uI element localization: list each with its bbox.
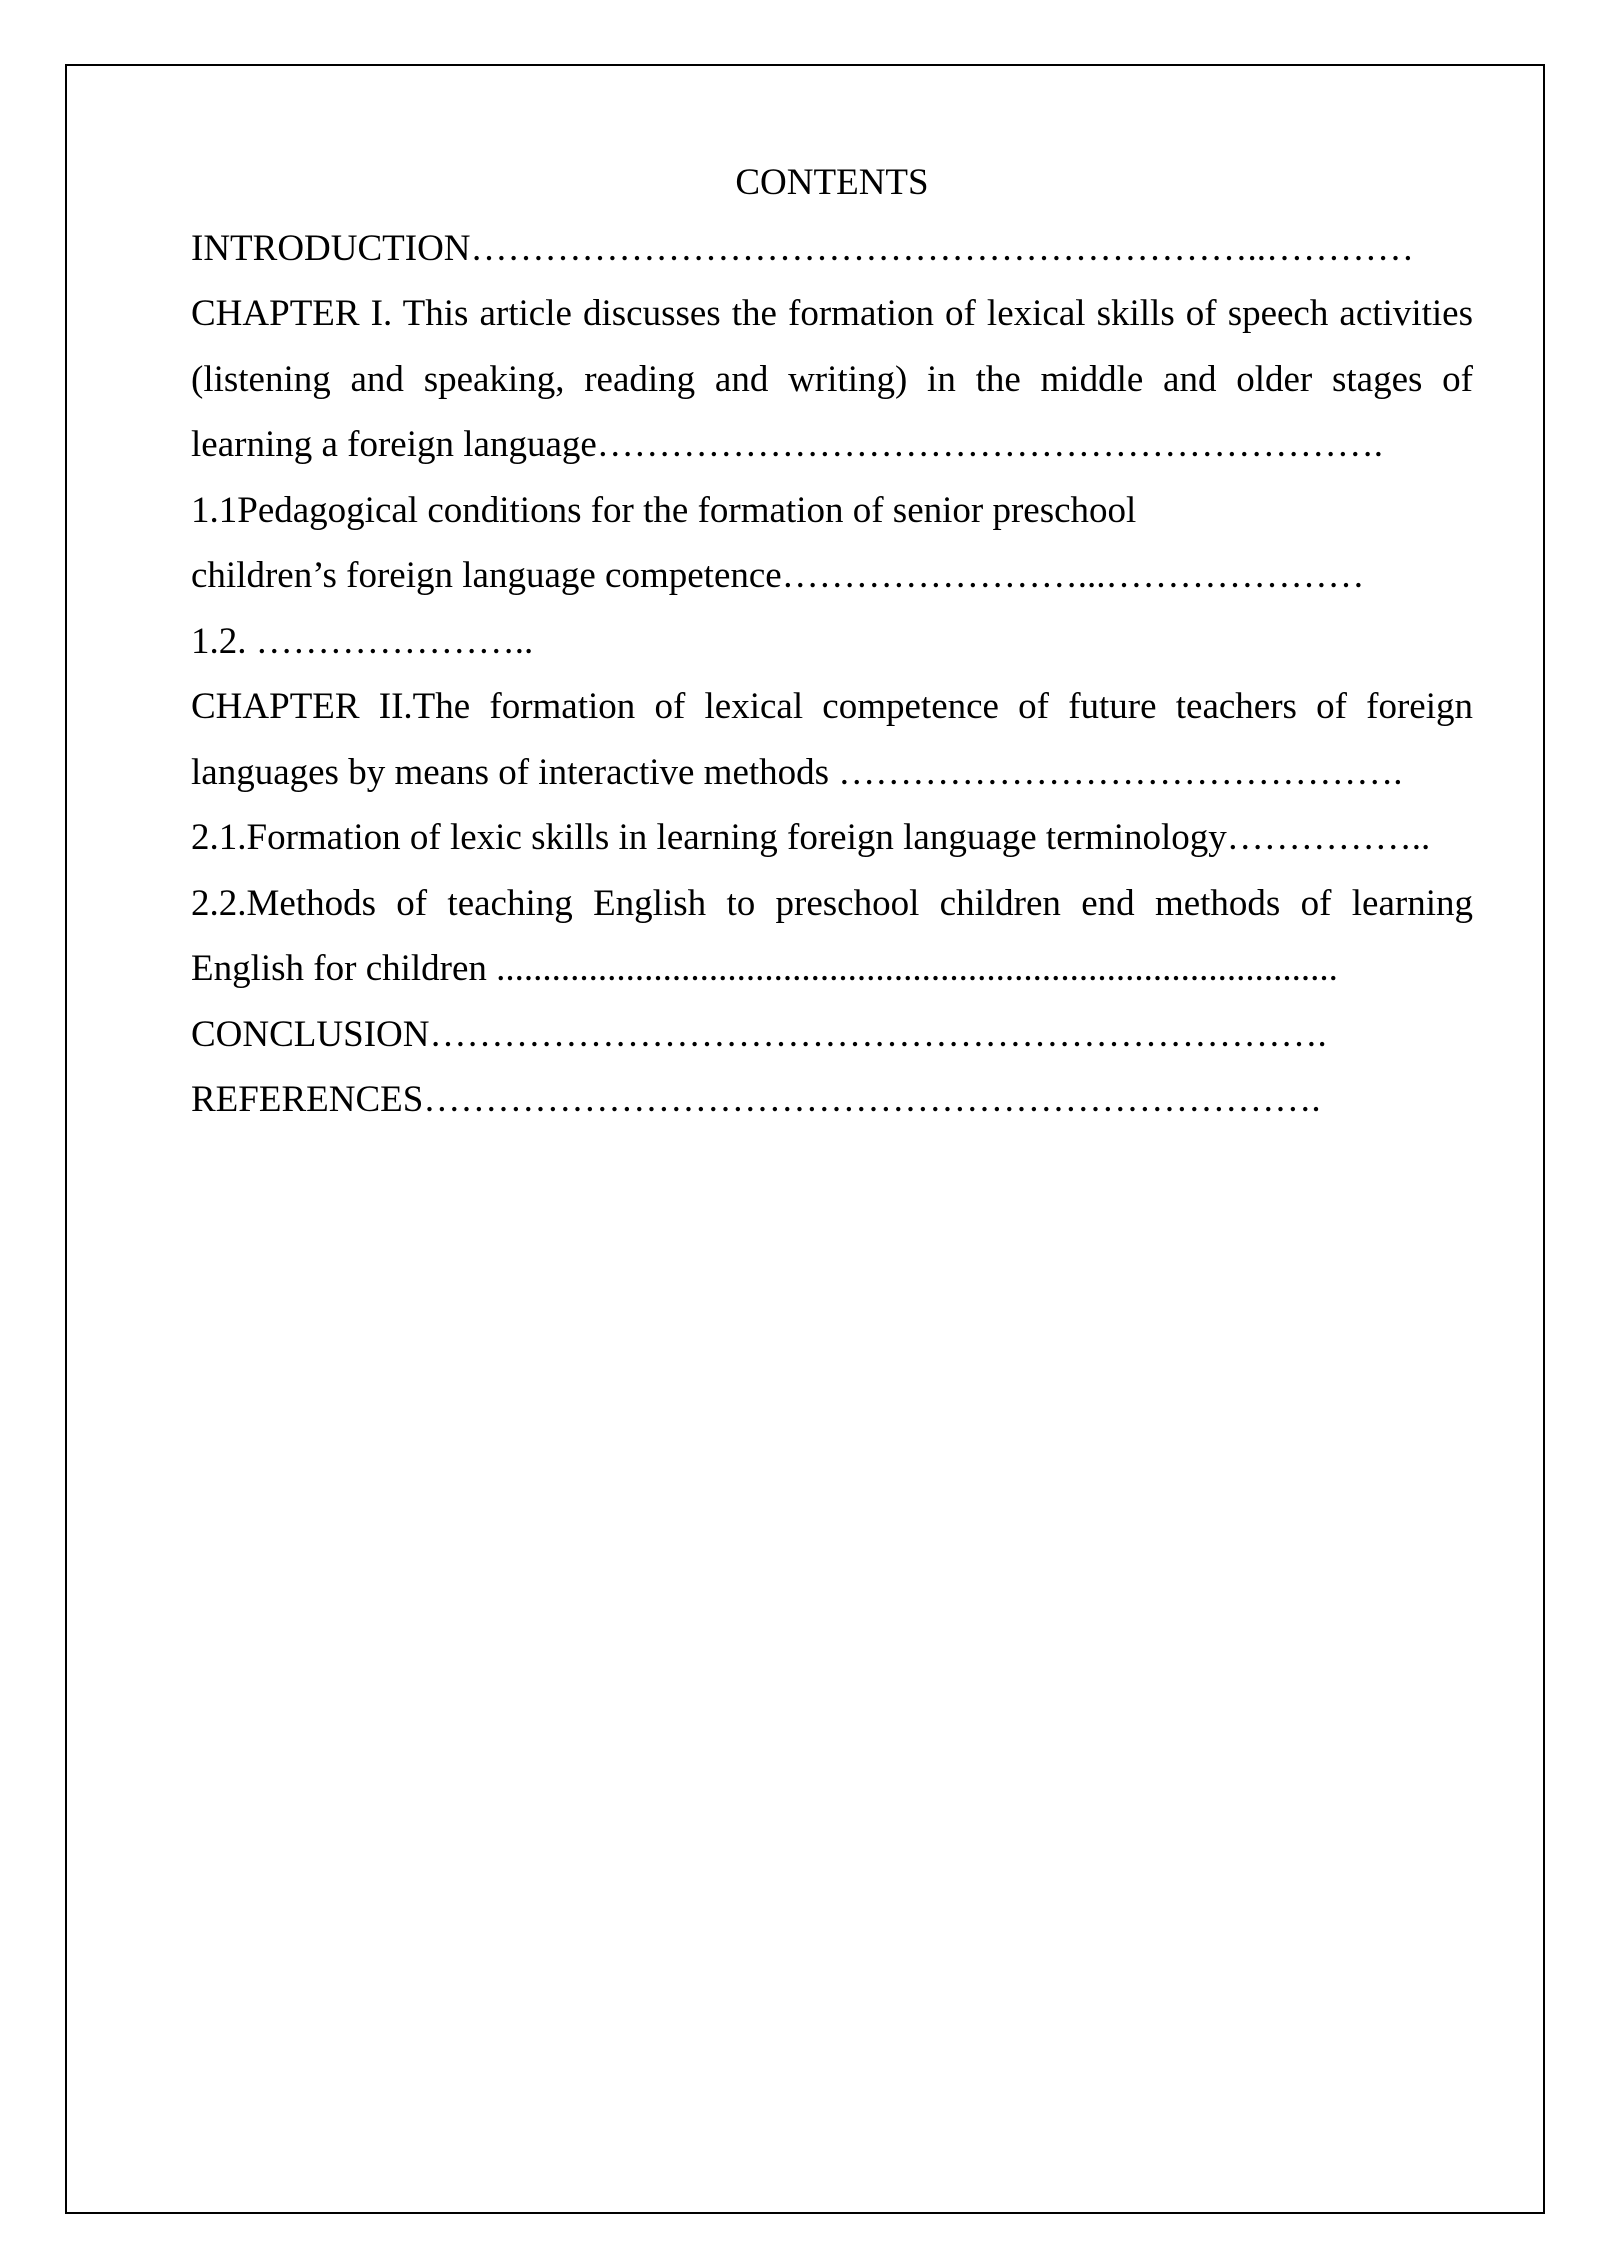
toc-entry-references: REFERENCES………………………………………………………………. xyxy=(191,1079,1321,1120)
contents-heading: CONTENTS xyxy=(735,162,929,203)
toc-entry-section-2-1: 2.1.Formation of lexic skills in learning foreign language terminology…………….. xyxy=(191,817,1431,858)
toc-entry-introduction: INTRODUCTION………………………………………………………..………… xyxy=(191,227,1415,269)
toc-entry-section-2-2: 2.2.Methods of teaching English to preschool children end methods of learning English for children ........................................................................................... xyxy=(191,882,1473,989)
toc-entry-section-1-2: 1.2. ………………….. xyxy=(191,620,534,662)
toc-entry-conclusion: CONCLUSION………………………………………………………………. xyxy=(191,1013,1327,1055)
toc-entry-section-1-1-line-2: children’s foreign language competence……………………...………………… xyxy=(191,555,1365,596)
toc-entry-chapter-1: CHAPTER I. This article discusses the formation of lexical skills of speech activities (listening and speaking, reading and writing) in the middle and older stages of learning a foreign language………………………………………………………. xyxy=(191,293,1473,465)
toc-entry-section-1-1-line-1: 1.1Pedagogical conditions for the formation of senior preschool xyxy=(191,489,1137,531)
toc-entry-chapter-2: CHAPTER II.The formation of lexical competence of future teachers of foreign languages by means of interactive methods ………………………………………. xyxy=(191,686,1473,793)
table-of-contents xyxy=(191,150,1473,1133)
